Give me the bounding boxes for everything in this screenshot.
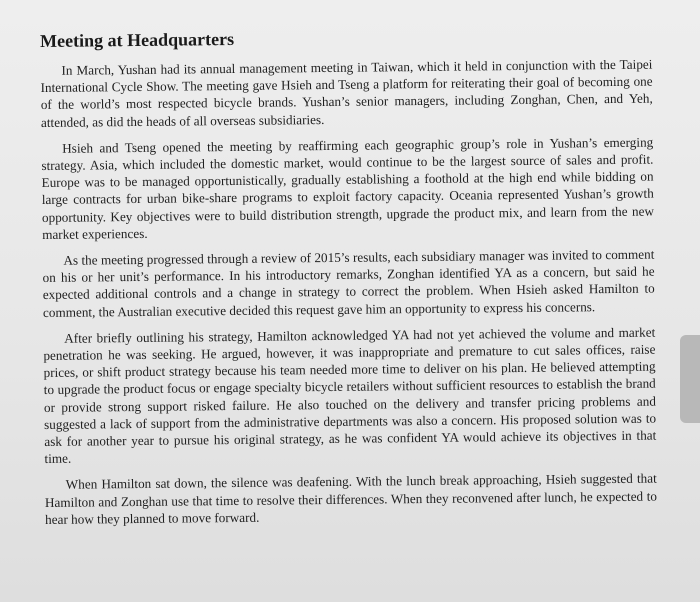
document-content <box>40 24 657 537</box>
paragraph-5: When Hamilton sat down, the silence was deafening. With the lunch break approaching, Hsieh suggested that Hamilton and Zonghan use that time to resolve their differences. When they reconvened after lunch, he expected to hear how they planned to move forward. <box>44 471 657 527</box>
paragraph-4: After briefly outlining his strategy, Hamilton acknowledged YA had not yet achieved the volume and market penetration he was seeking. He argued, however, it was inappropriate and premature to cut sales offices, raise prices, or shift product strategy because his team needed more time to deliver on his plan. He believed attempting to upgrade the product focus or engage specialty bicycle retailers without sufficient resources to establish the brand or provide strong support risked failure. He also touched on the delivery and transfer pricing problems and suggested a lack of support from the administrative departments was also a concern. His proposed solution was to ask for another year to pursue his original strategy, as he was confident YA would achieve its objectives in that time. <box>43 324 657 467</box>
scrollbar-thumb[interactable] <box>680 335 700 423</box>
paragraph-2: Hsieh and Tseng opened the meeting by reaffirming each geographic group’s role in Yushan’s emerging strategy. Asia, which included the domestic market, would continue to be the largest source of sales and profit. Europe was to be managed opportunistically, gradually establishing a foothold at the high end while bidding on large contracts for urban bike-share programs to exploit factory capacity. Oceania represented Yushan’s growth opportunity. Key objectives were to build distribution strength, upgrade the product mix, and learn from the new market experiences. <box>41 134 655 242</box>
paragraph-3: As the meeting progressed through a review of 2015’s results, each subsidiary manager was invited to comment on his or her unit’s performance. In his introductory remarks, Zonghan identified YA as a concern, but said he expected additional controls and a change in strategy to correct the problem. When Hsieh asked Hamilton to comment, the Australian executive decided this request gave him an opportunity to express his concerns. <box>42 246 655 320</box>
section-heading: Meeting at Headquarters <box>40 28 235 51</box>
paragraph-1: In March, Yushan had its annual management meeting in Taiwan, which it held in conjunction with the Taipei International Cycle Show. The meeting gave Hsieh and Tseng a platform for reiterating their goal of becoming one of the world’s most respected bicycle brands. Yushan’s senior managers, including Zonghan, Chen, and Yeh, attended, as did the heads of all overseas subsidiaries. <box>40 56 653 130</box>
